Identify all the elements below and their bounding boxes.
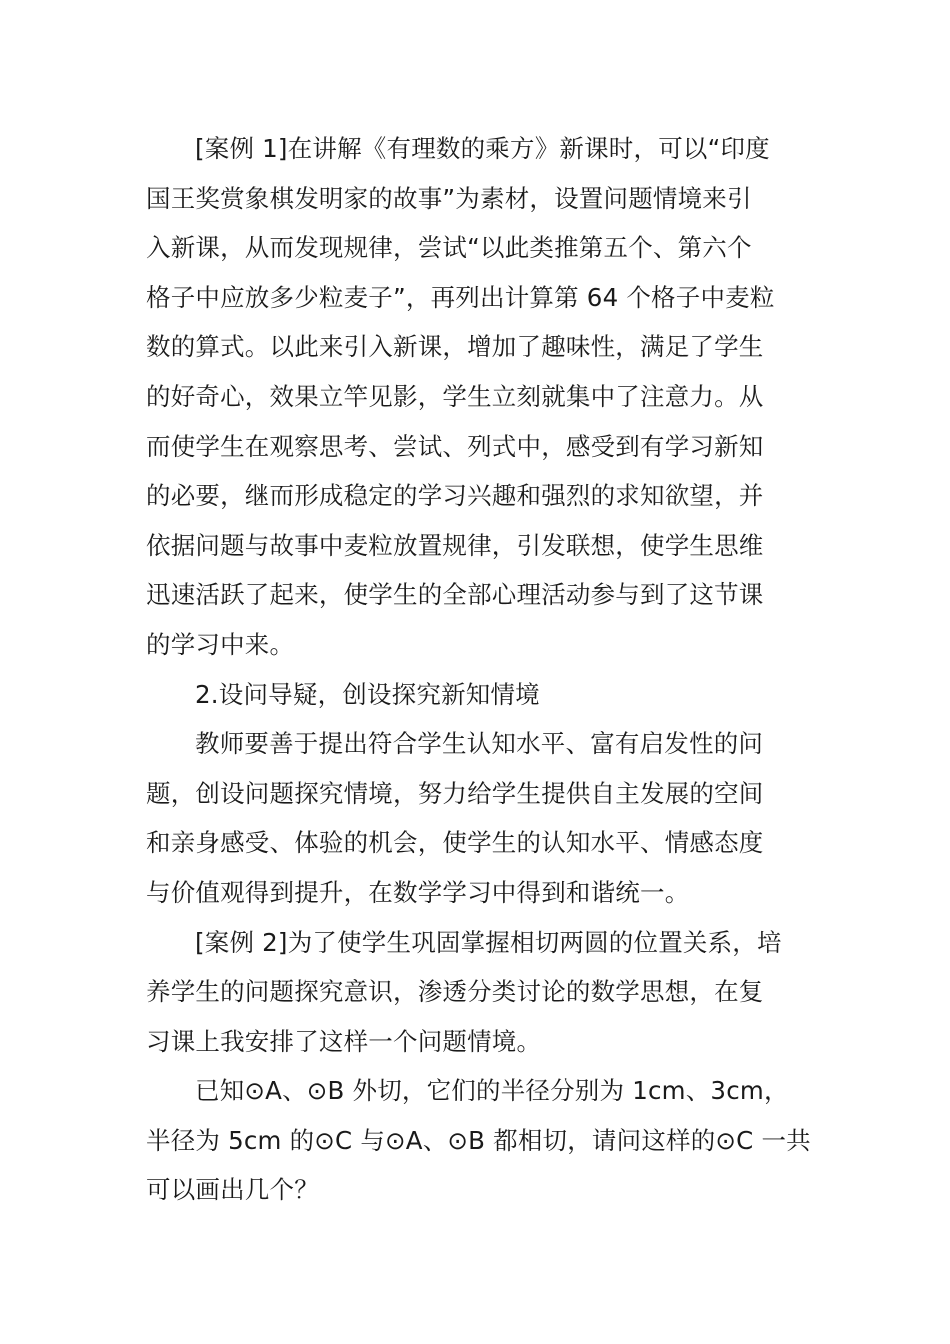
- text-line: 格子中应放多少粒麦子”，再列出计算第 64 个格子中麦粒: [146, 282, 775, 312]
- paragraph-case-1: [146, 124, 810, 670]
- text-line: 入新课，从而发现规律，尝试“以此类推第五个、第六个: [146, 233, 752, 263]
- paragraph-problem: [146, 1066, 810, 1215]
- text-line: [案例 1]在讲解《有理数的乘方》新课时，可以“印度: [195, 134, 770, 163]
- heading-text: 2.设问导疑，创设探究新知情境: [195, 679, 540, 709]
- text-line: 的必要，继而形成稳定的学习兴趣和强烈的求知欲望，并: [146, 481, 764, 511]
- section-heading-2: [146, 670, 810, 720]
- text-line: 国王奖赏象棋发明家的故事”为素材，设置问题情境来引: [146, 183, 752, 213]
- text-line: 迅速活跃了起来，使学生的全部心理活动参与到了这节课: [146, 580, 764, 610]
- text-line: 题，创设问题探究情境，努力给学生提供自主发展的空间: [146, 778, 764, 808]
- paragraph-case-2: [146, 918, 810, 1067]
- text-line: 而使学生在观察思考、尝试、列式中，感受到有学习新知: [146, 431, 764, 461]
- text-line: 和亲身感受、体验的机会，使学生的认知水平、情感态度: [146, 828, 764, 858]
- text-line: 数的算式。以此来引入新课，增加了趣味性，满足了学生: [146, 332, 764, 362]
- text-line: 与价值观得到提升，在数学学习中得到和谐统一。: [146, 877, 690, 907]
- text-line: [案例 2]为了使学生巩固掌握相切两圆的位置关系，培: [195, 927, 782, 957]
- text-line: 可以画出几个？: [146, 1175, 319, 1205]
- text-line: 的好奇心，效果立竿见影，学生立刻就集中了注意力。从: [146, 381, 764, 411]
- paragraph-teacher: [146, 719, 810, 917]
- text-line: 已知⊙A、⊙B 外切，它们的半径分别为 1cm、3cm，: [195, 1076, 789, 1106]
- text-line: 半径为 5cm 的⊙C 与⊙A、⊙B 都相切，请问这样的⊙C 一共: [146, 1125, 811, 1155]
- text-line: 养学生的问题探究意识，渗透分类讨论的数学思想，在复: [146, 977, 764, 1007]
- text-line: 习课上我安排了这样一个问题情境。: [146, 1026, 542, 1056]
- text-line: 的学习中来。: [146, 629, 295, 659]
- text-line: 教师要善于提出符合学生认知水平、富有启发性的问: [195, 729, 764, 759]
- text-line: 依据问题与故事中麦粒放置规律，引发联想，使学生思维: [146, 530, 764, 560]
- document-body: [146, 124, 810, 1215]
